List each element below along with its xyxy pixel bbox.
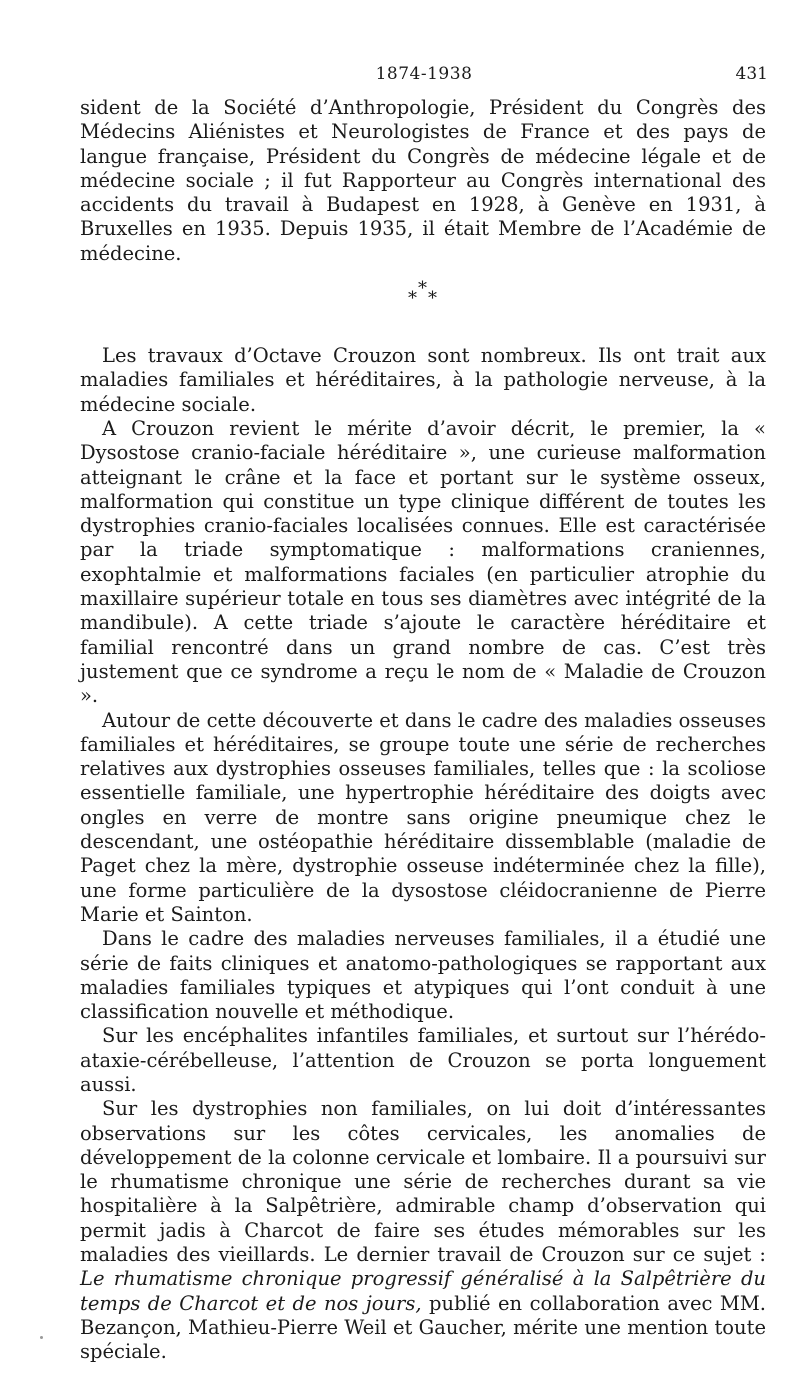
running-header [80,64,768,90]
running-title: 1874-1938 [375,64,473,84]
paragraph-presidencies: sident de la Société d’Anthropologie, Président du Congrès des Médecins Aliénistes et Neurologistes de France et des pays de langue française, Président du Congrès de médecine légale et de médecine sociale ; il fut Rapporteur au Congrès international des accidents du travail à Budapest en 1928, à Genève en 1931, à Bruxelles en 1935. Depuis 1935, il était Membre de l’Académie de médecine. [80,96,766,265]
asterism-star-top: * [418,278,427,300]
asterism-star-right: * [428,288,437,310]
body-text [80,96,766,1365]
publication-title: Le rhumatisme chronique progressif généralisé à la Salpêtrière du temps de Charcot et de nos jours, [80,1267,766,1315]
rheumatism-text-after: publié en collaboration avec MM. Bezançon, Mathieu-Pierre Weil et Gaucher, mérite une mention toute spéciale. [80,1291,766,1364]
page-number: 431 [735,64,768,84]
paragraph-works-overview: Les travaux d’Octave Crouzon sont nombreux. Ils ont trait aux maladies familiales et héréditaires, à la pathologie nerveuse, à la médecine sociale. [80,344,766,416]
paragraph-encephalitis: Sur les encéphalites infantiles familiales, et surtout sur l’hérédo-ataxie-cérébelleuse, l’attention de Crouzon se porta longuement aussi. [80,1024,766,1096]
paragraph-rheumatism [80,1097,766,1364]
paragraph-dysostose: A Crouzon revient le mérite d’avoir décrit, le premier, la « Dysostose cranio-faciale héréditaire », une curieuse malformation atteignant le crâne et la face et portant sur le système osseux, malformation qui constitue un type clinique différent de toutes les dystrophies cranio-faciales localisées connues. Elle est caractérisée par la triade symptomatique : malformations craniennes, exophtalmie et malformations faciales (en particulier atrophie du maxillaire supérieur totale en tous ses diamètres avec intégrité de la mandibule). A cette triade s’ajoute le caractère héréditaire et familial rencontré dans un grand nombre de cas. C’est très justement que ce syndrome a reçu le nom de « Maladie de Crouzon ». [80,416,766,708]
rheumatism-text-before: Sur les dystrophies non familiales, on lui doit d’intéressantes observations sur les côtes cervicales, les anomalies de développement de la colonne cervicale et lombaire. Il a poursuivi sur le rhumatisme chronique une série de recherches durant sa vie hospitalière à la Salpêtrière, admirable champ d’observation qui permit jadis à Charcot de faire ses études mémorables sur les maladies des vieillards. Le dernier travail de Crouzon sur ce sujet : [80,1097,766,1267]
asterism-star-left: * [408,288,417,310]
paragraph-nervous-diseases: Dans le cadre des maladies nerveuses familiales, il a étudié une série de faits cliniques et anatomo-pathologiques se rapportant aux maladies familiales typiques et atypiques qui l’ont conduit à une classification nouvelle et méthodique. [80,927,766,1024]
paragraph-bone-dystrophies: Autour de cette découverte et dans le cadre des maladies osseuses familiales et héréditaires, se groupe toute une série de recherches relatives aux dystrophies osseuses familiales, telles que : la scoliose essentielle familiale, une hypertrophie héréditaire des doigts avec ongles en verre de montre sans origine pneumique chez le descendant, une ostéopathie héréditaire dissemblable (maladie de Paget chez la mère, dystrophie osseuse indéterminée chez la fille), une forme particulière de la dysostose cléidocranienne de Pierre Marie et Sainton. [80,708,766,926]
asterism-separator [80,266,766,344]
scan-speck [40,1336,43,1339]
